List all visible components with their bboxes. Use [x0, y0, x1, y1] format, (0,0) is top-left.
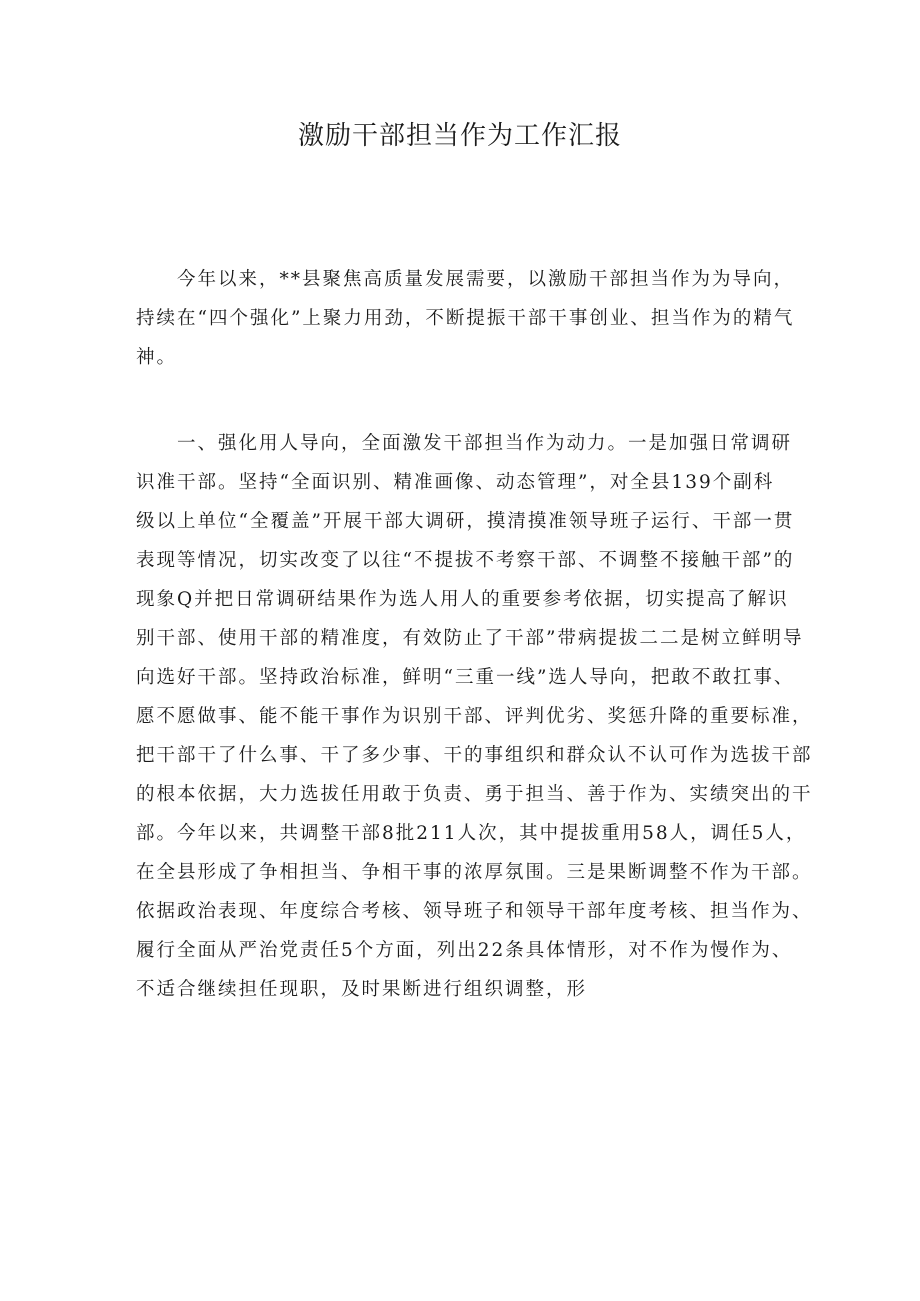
- text-line: 向选好干部。坚持政治标准，鲜明“三重一线”选人导向，把敢不敢扛事、: [136, 667, 795, 688]
- paragraph-intro: [136, 260, 796, 377]
- text-line: 别干部、使用干部的精准度，有效防止了干部”带病提拔二二是树立鲜明导: [136, 628, 804, 649]
- text-line: 不适合继续担任现职，及时果断进行组织调整，形: [136, 979, 588, 1000]
- text-line: 部。今年以来，共调整干部8批211人次，其中提拔重用58人，调任5人，: [136, 823, 807, 844]
- text-line: 今年以来，**县聚焦高质量发展需要，以激励干部担当作为为导向，: [136, 269, 795, 290]
- document-title: 激励干部担当作为工作汇报: [297, 121, 622, 151]
- text-line: 的根本依据，大力选拔任用敢于负责、勇于担当、善于作为、实绩突出的干: [136, 784, 813, 805]
- text-line: 愿不愿做事、能不能干事作为识别干部、评判优劣、奖惩升降的重要标准，: [136, 706, 813, 727]
- text-line: 把干部干了什么事、干了多少事、干的事组织和群众认不认可作为选拔干部: [136, 745, 813, 766]
- text-line: 表现等情况，切实改变了以往“不提拔不考察干部、不调整不接触干部”的: [136, 550, 795, 571]
- paragraph-section-one: [136, 424, 813, 1009]
- text-line: 履行全面从严治党责任5个方面，列出22条具体情形，对不作为慢作为、: [136, 940, 793, 961]
- text-line: 在全县形成了争相担当、争相干事的浓厚氛围。三是果断调整不作为干部。: [136, 862, 813, 883]
- text-line: 持续在“四个强化”上聚力用劲，不断提振干部干事创业、担当作为的精气: [136, 308, 795, 329]
- text-line: 识准干部。坚持“全面识别、精准画像、动态管理”，对全县139个副科: [136, 472, 775, 493]
- text-line: 依据政治表现、年度综合考核、领导班子和领导干部年度考核、担当作为、: [136, 901, 813, 922]
- text-line: 现象Q并把日常调研结果作为选人用人的重要参考依据，切实提高了解识: [136, 589, 789, 610]
- text-line: 一、强化用人导向，全面激发干部担当作为动力。一是加强日常调研: [136, 433, 793, 454]
- text-line: 神。: [136, 347, 178, 368]
- text-line: 级以上单位“全覆盖”开展干部大调研，摸清摸准领导班子运行、干部一贯: [136, 511, 795, 532]
